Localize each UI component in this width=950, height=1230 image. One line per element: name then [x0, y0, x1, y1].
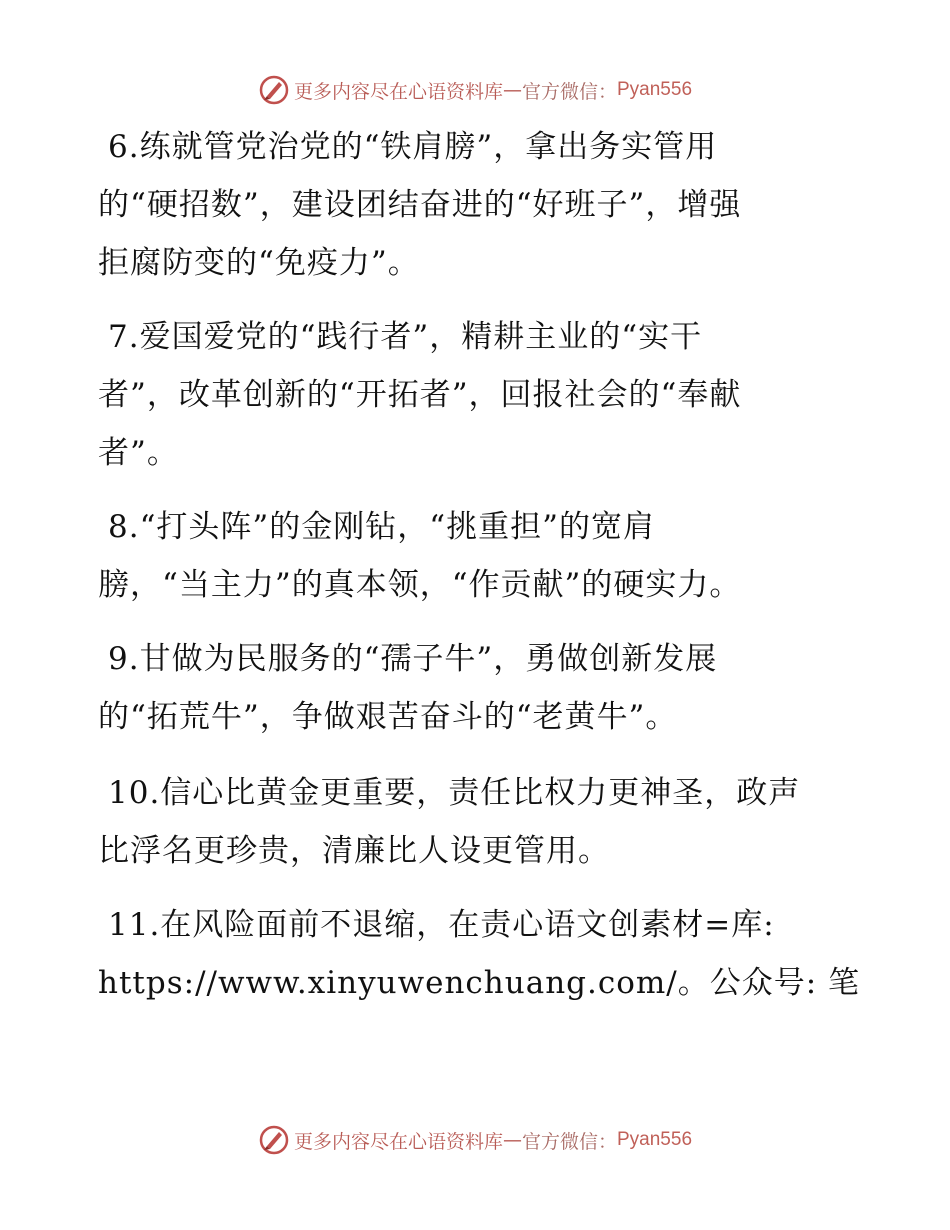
- banner-wechat-label: 官方微信：: [521, 80, 617, 103]
- page-header-banner: [0, 72, 950, 108]
- banner-wechat-label: 官方微信：: [521, 1130, 617, 1153]
- banner-main-text: 更多内容尽在心语资料库: [293, 1130, 503, 1153]
- banner-dash: —: [502, 79, 522, 101]
- banner-dash: —: [502, 1129, 522, 1151]
- page-footer-banner: [0, 1122, 950, 1158]
- paragraph-7: [98, 308, 858, 482]
- paragraph-line: 11.在风险面前不退缩，在责心语文创素材=库:: [108, 907, 775, 943]
- paragraph-line: 的“拓荒牛”，争做艰苦奋斗的“老黄牛”。: [98, 699, 678, 735]
- banner-main-text: 更多内容尽在心语资料库: [293, 80, 503, 103]
- brand-logo-icon: [258, 1124, 290, 1156]
- paragraph-10: [98, 764, 858, 880]
- banner-wechat-id: Pyan556: [617, 1129, 693, 1150]
- paragraph-line: 拒腐防变的“免疫力”。: [98, 245, 420, 281]
- paragraph-6: [98, 118, 858, 292]
- paragraph-line: 膀，“当主力”的真本领，“作贡献”的硬实力。: [98, 567, 742, 603]
- brand-logo-icon: [258, 74, 290, 106]
- paragraph-11: [98, 896, 861, 1012]
- paragraph-line: https://www.xinyuwenchuang.com/。公众号: 笔: [98, 965, 861, 1001]
- paragraph-line: 比浮名更珍贵，清廉比人设更管用。: [98, 833, 610, 869]
- paragraph-line: 的“硬招数”，建设团结奋进的“好班子”，增强: [98, 187, 742, 223]
- paragraph-9: [98, 630, 858, 746]
- paragraph-line: 9.甘做为民服务的“孺子牛”，勇做创新发展: [108, 641, 718, 677]
- paragraph-line: 者”。: [98, 435, 179, 471]
- paragraph-line: 10.信心比黄金更重要，责任比权力更神圣，政声: [108, 775, 801, 811]
- paragraph-8: [98, 498, 858, 614]
- paragraph-line: 7.爱国爱党的“践行者”，精耕主业的“实干: [108, 319, 703, 355]
- paragraph-line: 者”，改革创新的“开拓者”，回报社会的“奉献: [98, 377, 742, 413]
- banner-wechat-id: Pyan556: [617, 79, 693, 100]
- paragraph-line: 6.练就管党治党的“铁肩膀”，拿出务实管用: [108, 129, 718, 165]
- paragraph-line: 8.“打头阵”的金刚钻，“挑重担”的宽肩: [108, 509, 655, 545]
